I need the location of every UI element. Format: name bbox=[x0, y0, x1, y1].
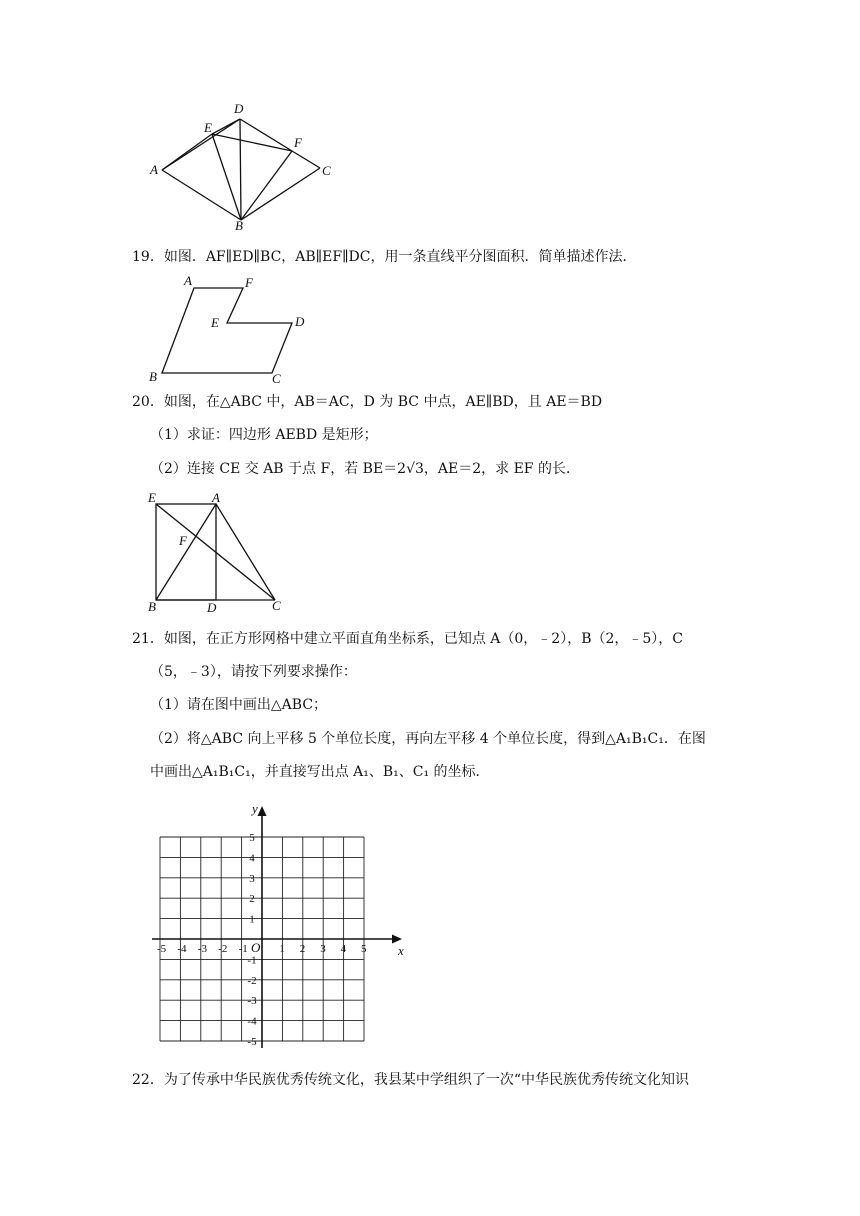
y-tick-label: -5 bbox=[247, 1036, 257, 1048]
x-tick-label: -1 bbox=[238, 943, 248, 955]
question-22-text: 22．为了传承中华民族优秀传统文化，我县某中学组织了一次“中华民族优秀传统文化知识 bbox=[132, 1072, 689, 1088]
y-tick-label: -3 bbox=[247, 995, 257, 1008]
point-label-a: A bbox=[184, 273, 192, 288]
point-label-c: C bbox=[322, 163, 331, 178]
question-21-text: 21．如图，在正方形网格中建立平面直角坐标系，已知点 A（0，﹣2），B（2，﹣5），C bbox=[132, 631, 684, 647]
point-label-a: A bbox=[150, 162, 158, 177]
question-20-part-1: （1）求证：四边形 AEBD 是矩形； bbox=[150, 427, 378, 443]
y-tick-label: -4 bbox=[247, 1015, 257, 1028]
point-label-f: F bbox=[179, 533, 187, 548]
x-tick-label: 5 bbox=[361, 943, 367, 955]
question-20-part-2: （2）连接 CE 交 AB 于点 F，若 BE＝2√3，AE＝2，求 EF 的长． bbox=[150, 461, 580, 477]
point-label-d: D bbox=[207, 600, 217, 615]
x-tick-label: -3 bbox=[197, 943, 207, 955]
coordinate-grid[interactable] bbox=[140, 798, 420, 1053]
point-label-e: E bbox=[148, 490, 156, 505]
y-tick-label: -2 bbox=[247, 974, 257, 987]
origin-label: O bbox=[251, 940, 261, 955]
figure-q18 bbox=[140, 98, 340, 238]
question-20-text: 20．如图，在△ABC 中，AB＝AC，D 为 BC 中点，AE∥BD，且 AE＝BD bbox=[132, 394, 603, 410]
y-tick-label: 3 bbox=[249, 872, 255, 885]
question-21-part-2: （2）将△ABC 向上平移 5 个单位长度，再向左平移 4 个单位长度，得到△A₁B₁C₁．在图 bbox=[150, 731, 706, 747]
figure-q19 bbox=[140, 272, 320, 387]
point-label-c: C bbox=[272, 598, 281, 613]
point-label-b: B bbox=[235, 218, 243, 233]
y-tick-label: 5 bbox=[249, 832, 255, 844]
point-label-a: A bbox=[212, 490, 220, 505]
point-label-d: D bbox=[295, 314, 305, 329]
point-label-f: F bbox=[245, 275, 253, 290]
point-label-c: C bbox=[272, 371, 281, 386]
y-tick-label: -1 bbox=[247, 954, 257, 967]
x-axis-label: x bbox=[398, 943, 404, 958]
x-tick-label: -2 bbox=[218, 943, 228, 955]
x-tick-label: 1 bbox=[279, 943, 285, 955]
point-label-e: E bbox=[211, 315, 219, 330]
point-label-b: B bbox=[148, 599, 156, 614]
x-tick-label: -4 bbox=[177, 943, 187, 955]
figure-q20 bbox=[140, 488, 300, 618]
x-tick-label: -5 bbox=[157, 943, 167, 955]
y-tick-label: 4 bbox=[249, 852, 255, 865]
point-label-d: D bbox=[234, 101, 244, 116]
y-axis-label: y bbox=[252, 801, 258, 816]
x-tick-label: 2 bbox=[299, 943, 306, 955]
y-tick-label: 2 bbox=[249, 893, 255, 906]
question-21-part-1: （1）请在图中画出△ABC； bbox=[150, 697, 328, 713]
question-21-part-2-cont: 中画出△A₁B₁C₁，并直接写出点 A₁、B₁、C₁ 的坐标． bbox=[150, 764, 490, 780]
x-tick-label: 4 bbox=[340, 943, 347, 955]
point-label-f: F bbox=[294, 135, 302, 150]
question-21-text-cont: （5，﹣3），请按下列要求操作： bbox=[150, 664, 357, 680]
point-label-b: B bbox=[149, 369, 157, 384]
point-label-e: E bbox=[204, 120, 212, 135]
x-tick-label: 3 bbox=[320, 943, 326, 955]
question-19-text: 19．如图．AF∥ED∥BC，AB∥EF∥DC，用一条直线平分图面积．简单描述作法． bbox=[132, 249, 637, 265]
y-tick-label: 1 bbox=[249, 913, 255, 926]
